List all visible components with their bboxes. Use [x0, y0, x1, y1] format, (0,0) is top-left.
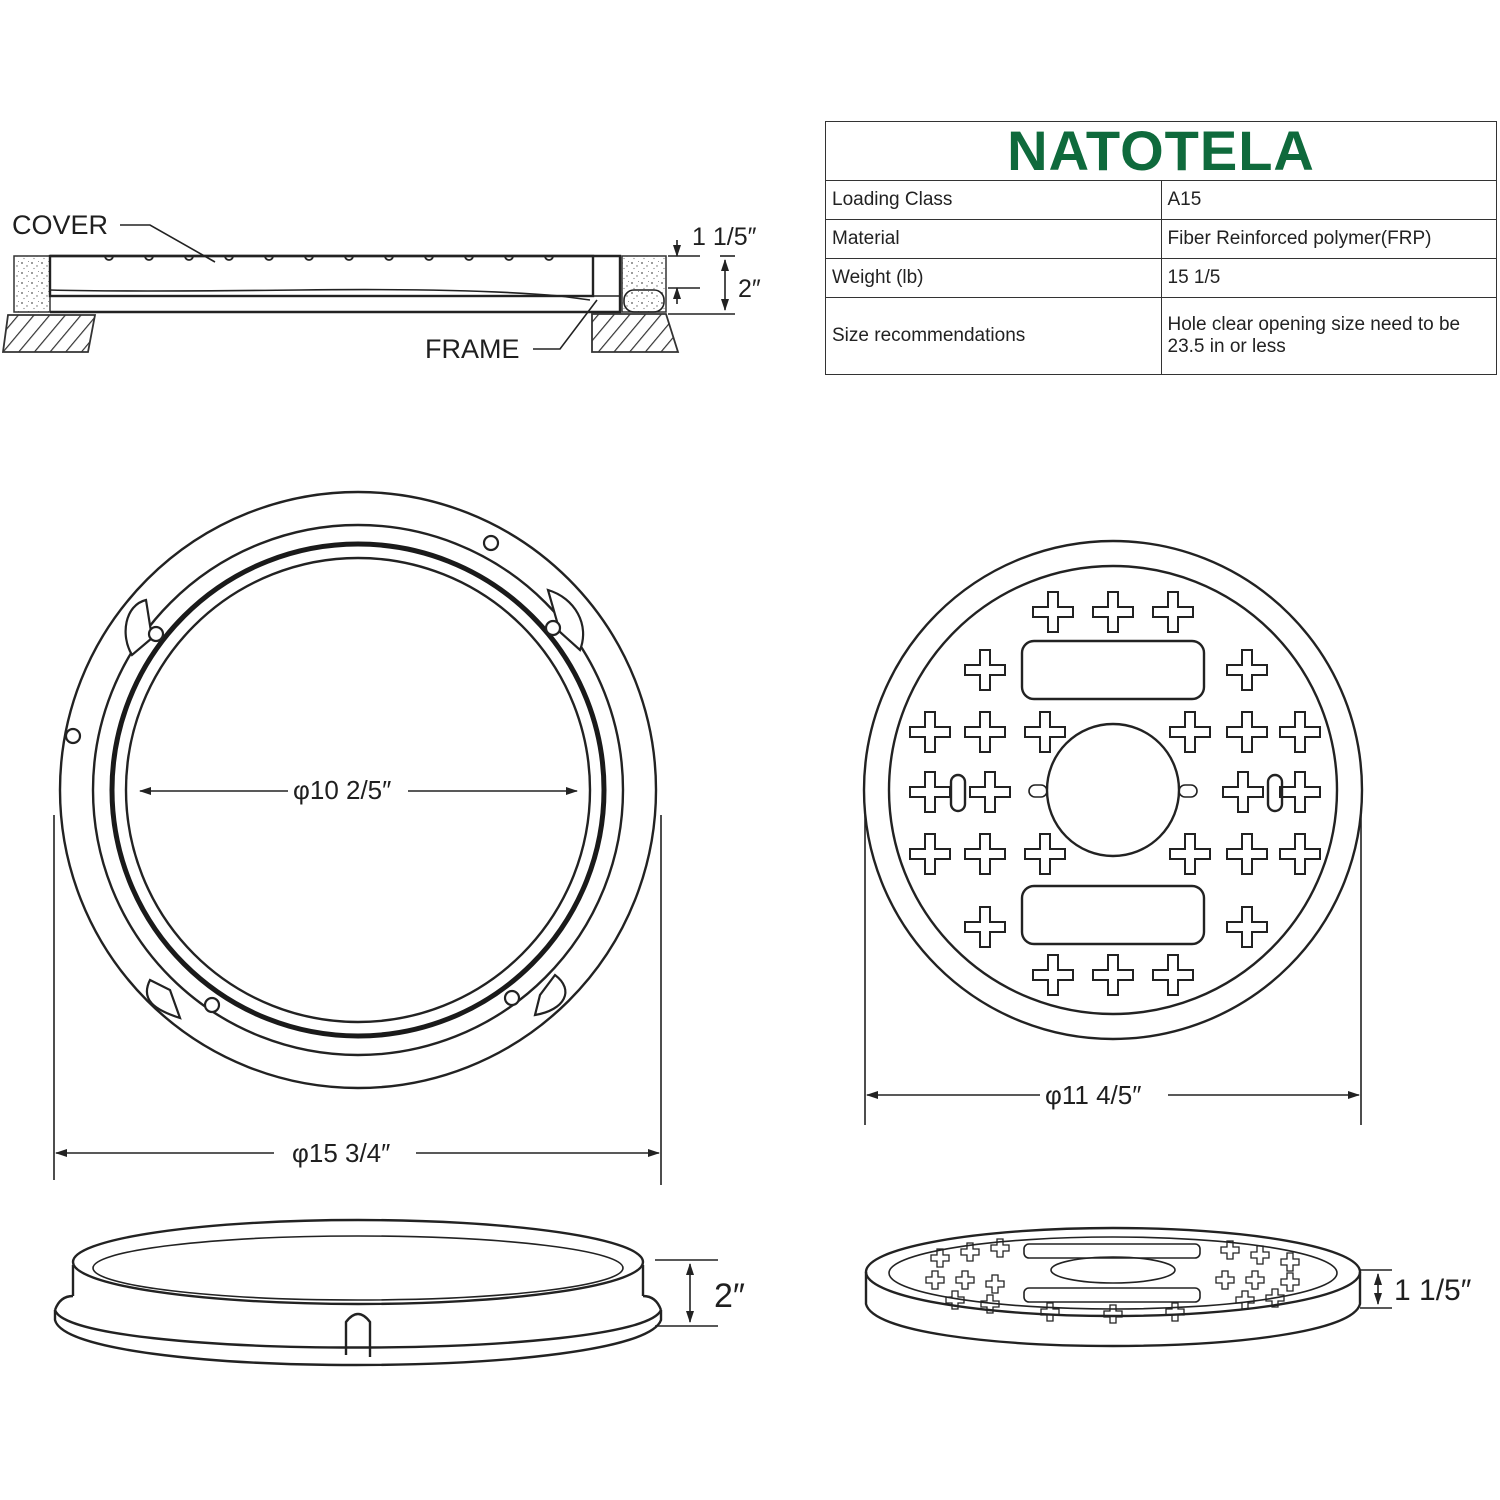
spec-value: 15 1/5 [1161, 259, 1497, 298]
cover-top-view [864, 541, 1362, 1125]
frame-top-view [54, 492, 661, 1185]
cover-center-boss [1047, 724, 1179, 856]
spec-table [825, 121, 1497, 375]
cover-diameter-label: φ11 4/5″ [1045, 1080, 1142, 1110]
inner-diameter-dimension [140, 775, 577, 805]
frame-side-height-label: 2″ [714, 1277, 745, 1315]
frame-leader [533, 300, 597, 349]
frame-height-label: 2″ [738, 275, 761, 303]
cover-side-thickness-label: 1 1/5″ [1394, 1274, 1472, 1307]
cover-underside [50, 290, 590, 300]
cover-inner-edge [889, 566, 1337, 1014]
right-ground-hatch [592, 314, 678, 352]
cover-key-slot-left [951, 775, 965, 811]
left-ground-hatch [3, 315, 95, 352]
frame-side-height-dimension [655, 1260, 745, 1326]
frame-side-view [55, 1220, 745, 1365]
cover-side-top [866, 1228, 1360, 1316]
spec-row-loading-class [826, 181, 1497, 220]
left-concrete [14, 256, 50, 312]
right-concrete [622, 256, 666, 312]
frame-side-inner-rim [93, 1236, 623, 1300]
outer-diameter-label: φ15 3/4″ [292, 1138, 391, 1168]
cover-side-view [866, 1228, 1472, 1346]
cover-cross-pattern [910, 592, 1320, 995]
spec-value: Hole clear opening size need to be 23.5 in or less [1161, 298, 1497, 375]
cover-side-thickness-dimension [1360, 1270, 1472, 1308]
frame-side-lug [346, 1314, 370, 1357]
spec-value: A15 [1161, 181, 1497, 220]
spec-row-size [826, 298, 1497, 375]
frame-height-dimension [668, 256, 761, 314]
frame-outline [50, 256, 620, 312]
cover-side-boss [1051, 1257, 1175, 1283]
cover-lift-slot-top [1022, 641, 1204, 699]
brand-row [826, 122, 1497, 181]
section-view [3, 210, 761, 364]
spec-label: Weight (lb) [826, 259, 1162, 298]
spec-label: Material [826, 220, 1162, 259]
frame-label: FRAME [425, 334, 520, 364]
spec-label: Size recommendations [826, 298, 1162, 375]
cover-lift-slot-bottom [1022, 886, 1204, 944]
cover-outer-edge [864, 541, 1362, 1039]
inner-diameter-label: φ10 2/5″ [293, 775, 392, 805]
frame-side-flange-top [55, 1310, 661, 1348]
spec-label: Loading Class [826, 181, 1162, 220]
cover-side-inner [889, 1237, 1337, 1309]
spec-row-weight [826, 259, 1497, 298]
frame-side-top-rim [73, 1220, 643, 1304]
brand-logo: NATOTELA [826, 122, 1497, 181]
cover-thickness-label: 1 1/5″ [692, 223, 757, 251]
cover-label: COVER [12, 210, 109, 240]
spec-row-material [826, 220, 1497, 259]
spec-value: Fiber Reinforced polymer(FRP) [1161, 220, 1497, 259]
